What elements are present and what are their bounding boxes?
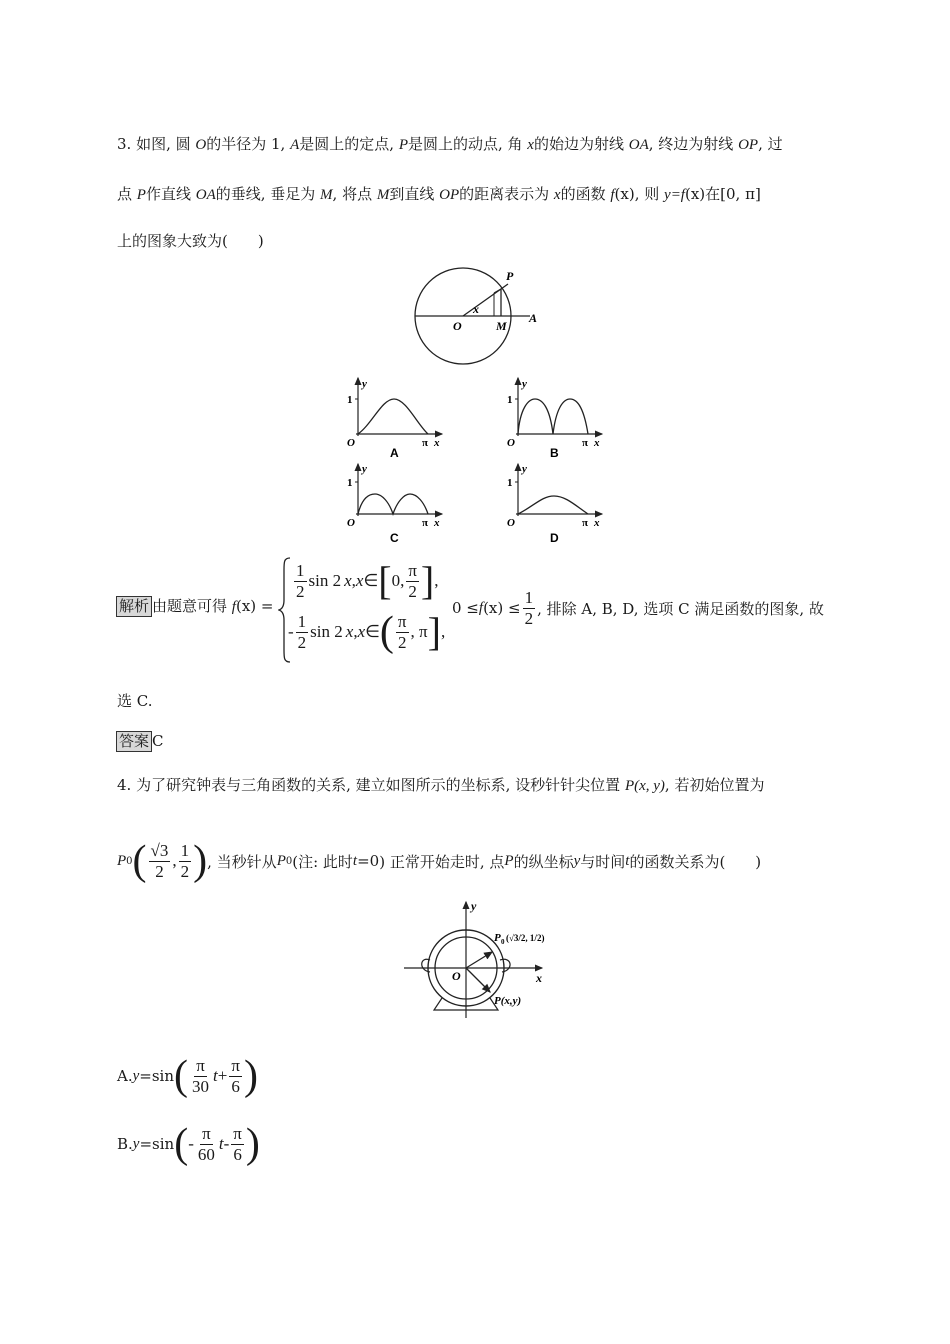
- text: 是圆上的定点,: [299, 135, 399, 153]
- numerator: 1: [524, 587, 534, 607]
- numerator: π: [231, 1055, 240, 1075]
- label-1: 1: [507, 394, 513, 406]
- label-1: 1: [347, 394, 353, 406]
- label-pi: π: [582, 437, 589, 449]
- denominator: 2: [296, 581, 305, 601]
- subscript-0: 0: [285, 855, 293, 867]
- fraction-pi-over-2: [406, 562, 419, 601]
- clock-figure: [400, 898, 560, 1023]
- hand-P0: [466, 952, 492, 968]
- fraction-half: [294, 562, 307, 601]
- operator: -: [223, 1134, 230, 1153]
- label-O: O: [507, 517, 515, 529]
- var-x: x: [355, 571, 364, 590]
- fraction-half: [523, 589, 536, 628]
- comma: ,: [351, 571, 356, 590]
- numerator: π: [408, 560, 417, 580]
- text: 的函数关系为( ): [629, 852, 762, 871]
- label-P0: P: [494, 932, 501, 944]
- label-y: y: [362, 378, 367, 390]
- interval-start: 0,: [391, 571, 405, 590]
- fraction-1: [196, 1125, 217, 1164]
- var-x: x: [344, 571, 352, 590]
- label-y: y: [471, 899, 477, 913]
- label-y: y: [522, 378, 527, 390]
- text: (x): [614, 185, 635, 203]
- label-P: P(x,y): [494, 995, 522, 1007]
- denominator: 30: [192, 1076, 210, 1096]
- label-1: 1: [507, 477, 513, 489]
- text: 的半径为 1,: [206, 135, 291, 153]
- option-prefix: A.: [117, 1067, 133, 1085]
- text: , 则: [634, 185, 665, 203]
- distance-segment: [494, 289, 501, 293]
- lead-sign: -: [188, 1134, 194, 1153]
- label-x: x: [434, 437, 440, 449]
- curve-B: [518, 399, 588, 434]
- right-bell: [500, 959, 510, 972]
- left-paren: (: [379, 609, 394, 655]
- var-y: y: [132, 1135, 140, 1152]
- text: , 排除 A, B, D, 选项 C 满足函数的图象, 故: [537, 599, 824, 618]
- numerator: 1: [296, 560, 305, 580]
- left-paren: (: [132, 838, 147, 884]
- label-1: 1: [347, 477, 353, 489]
- text: 3. 如图, 圆: [117, 135, 196, 153]
- text: =0: [357, 852, 380, 870]
- numerator: π: [233, 1123, 242, 1143]
- text: 的距离表示为: [459, 185, 554, 203]
- label-P0-coord: (√3/2, 1/2): [506, 933, 545, 943]
- analysis-tag: 解析: [116, 596, 152, 617]
- option-label-C: C: [390, 531, 399, 545]
- right-paren: ): [243, 1053, 258, 1099]
- hand-P: [466, 968, 490, 992]
- label-pi: π: [582, 517, 589, 529]
- graph-D: [507, 463, 602, 545]
- answer-tag: 答案: [116, 731, 152, 752]
- var-P: P: [504, 852, 514, 869]
- in-symbol: ∈: [365, 622, 380, 641]
- var-O: O: [195, 137, 207, 153]
- comma: ,: [440, 622, 446, 641]
- denominator: 2: [180, 861, 190, 881]
- text: 作直线: [145, 185, 196, 203]
- var-x: x: [527, 137, 534, 153]
- curve-C: [358, 494, 428, 514]
- text: =sin: [139, 1135, 175, 1153]
- var-t: t: [625, 852, 630, 869]
- label-O: O: [347, 437, 355, 449]
- curve-D: [518, 496, 588, 514]
- right-bracket: ]: [427, 609, 441, 654]
- text: , 若初始位置为: [664, 776, 765, 794]
- var-y: y: [132, 1067, 140, 1084]
- label-O: O: [453, 319, 462, 333]
- right-paren: ): [193, 838, 208, 884]
- label-y: y: [362, 463, 367, 475]
- circle-figure: [405, 262, 555, 374]
- label-x: x: [594, 437, 600, 449]
- left-bracket: [: [378, 558, 392, 603]
- subscript-0: 0: [126, 855, 133, 867]
- text: , 终边为射线: [648, 135, 739, 153]
- var-P: P: [398, 137, 408, 153]
- q4-line-1: [117, 774, 764, 795]
- label-y: y: [522, 463, 527, 475]
- option-label-D: D: [550, 531, 559, 545]
- text: (x): [684, 185, 706, 203]
- fraction-1: [190, 1057, 211, 1096]
- analysis-range: [452, 584, 824, 632]
- var-Pxy: P(x, y): [624, 778, 665, 794]
- fraction-sqrt3-over-2: [149, 842, 171, 881]
- text: 到直线: [389, 185, 440, 203]
- denominator: 2: [524, 608, 534, 628]
- label-x: x: [536, 971, 542, 985]
- var-A: A: [290, 137, 300, 153]
- text: 4. 为了研究钟表与三角函数的关系, 建立如图所示的坐标系, 设秒针针尖位置: [117, 776, 625, 794]
- var-M: M: [376, 187, 390, 203]
- numerator: π: [202, 1123, 211, 1143]
- fraction-2: [231, 1125, 244, 1164]
- fraction-2: [229, 1057, 242, 1096]
- curve-A: [358, 399, 428, 434]
- right-paren: ): [245, 1121, 260, 1167]
- text: 上的图象大致为( ): [117, 232, 264, 250]
- numerator: π: [196, 1055, 205, 1075]
- text: ) 正常开始走时, 点: [379, 852, 505, 871]
- var-OP: OP: [439, 187, 460, 203]
- graph-options: [342, 374, 617, 546]
- text: 的始边为射线: [533, 135, 629, 153]
- q3-line-2: [117, 183, 761, 204]
- text: , 过: [758, 135, 783, 153]
- operator: +: [217, 1066, 228, 1085]
- fraction-pi-over-2: [396, 613, 409, 652]
- denominator: 2: [408, 581, 417, 601]
- numerator: √3: [150, 840, 169, 860]
- comma: ,: [353, 622, 358, 641]
- text: 是圆上的动点, 角: [407, 135, 528, 153]
- denominator: 2: [297, 632, 307, 652]
- text: , 当秒针从: [207, 852, 277, 871]
- label-x: x: [434, 517, 440, 529]
- option-prefix: B.: [117, 1135, 133, 1153]
- var-P0: P: [117, 852, 127, 869]
- numerator: 1: [180, 840, 190, 860]
- label-pi: π: [422, 437, 429, 449]
- text: 点: [117, 185, 137, 203]
- denominator: 60: [197, 1144, 215, 1164]
- var-x: x: [357, 622, 366, 641]
- graph-A: [347, 378, 442, 460]
- left-paren: (: [174, 1053, 189, 1099]
- var-f: f: [610, 187, 615, 203]
- comma: ,: [172, 851, 177, 870]
- right-bracket: ]: [420, 558, 435, 603]
- option-label-A: A: [390, 446, 399, 460]
- answer-value: C: [152, 732, 164, 750]
- var-OA: OA: [195, 187, 216, 203]
- label-O: O: [347, 517, 355, 529]
- option-A[interactable]: [117, 1052, 258, 1100]
- text: (x) =: [235, 597, 274, 615]
- label-P: P: [506, 269, 514, 283]
- var-M: M: [320, 187, 333, 203]
- expr-sin2: sin 2: [310, 622, 343, 641]
- var-t: t: [352, 852, 358, 869]
- var-y: y: [573, 852, 581, 869]
- var-P0: P: [276, 852, 286, 869]
- label-x: x: [473, 302, 479, 316]
- text: , 将点: [332, 185, 377, 203]
- var-OP: OP: [738, 137, 759, 153]
- text: 0 ≤: [452, 599, 479, 617]
- denominator: 2: [155, 861, 164, 881]
- denominator: 6: [231, 1076, 240, 1096]
- label-O: O: [507, 437, 515, 449]
- var-t: t: [218, 1134, 224, 1153]
- q4-line-2: [117, 835, 761, 887]
- text: 与时间: [580, 852, 626, 871]
- denominator: 6: [233, 1144, 242, 1164]
- label-O: O: [452, 969, 461, 983]
- var-x: x: [553, 187, 561, 203]
- denominator: 2: [397, 632, 407, 652]
- text: (注: 此时: [292, 852, 353, 871]
- label-x: x: [594, 517, 600, 529]
- label-P0-sub: 0: [501, 938, 505, 946]
- fraction-half: [179, 842, 192, 881]
- left-paren: (: [174, 1121, 189, 1167]
- option-label-B: B: [550, 446, 559, 460]
- var-f: f: [231, 599, 236, 615]
- minus: -: [288, 622, 294, 641]
- text: (x) ≤: [483, 599, 521, 617]
- piecewise-case-2: [288, 607, 445, 657]
- analysis-intro: [116, 595, 273, 617]
- numerator: π: [397, 611, 407, 631]
- fraction-half: [296, 613, 309, 652]
- analysis-conclusion: [117, 690, 152, 711]
- text: 的垂线, 垂足为: [215, 185, 321, 203]
- interval-end: , π: [410, 622, 428, 641]
- label-M: M: [496, 319, 507, 333]
- var-x: x: [345, 622, 354, 641]
- comma: ,: [434, 571, 439, 590]
- var-t: t: [213, 1066, 218, 1085]
- q3-line-1: [117, 133, 783, 154]
- numerator: 1: [297, 611, 307, 631]
- piecewise-case-1: [292, 557, 439, 605]
- text: 的函数: [560, 185, 611, 203]
- in-symbol: ∈: [363, 571, 379, 590]
- option-B[interactable]: [117, 1120, 260, 1168]
- graph-B: [507, 378, 602, 460]
- var-OA: OA: [628, 137, 649, 153]
- label-pi: π: [422, 517, 429, 529]
- answer-line: [116, 731, 164, 752]
- text: 选 C.: [117, 692, 153, 710]
- graph-C: [347, 463, 442, 545]
- var-P: P: [136, 187, 146, 203]
- text: =sin: [139, 1067, 175, 1085]
- label-A: A: [529, 311, 538, 325]
- expr-sin2: sin 2: [308, 571, 342, 590]
- text: 由题意可得: [152, 597, 232, 615]
- text: 在[0, π]: [705, 185, 761, 203]
- var-f: f: [478, 599, 484, 616]
- text: 的纵坐标: [513, 852, 574, 871]
- var-yf: y=f: [664, 187, 685, 203]
- q3-line-3: [117, 230, 264, 251]
